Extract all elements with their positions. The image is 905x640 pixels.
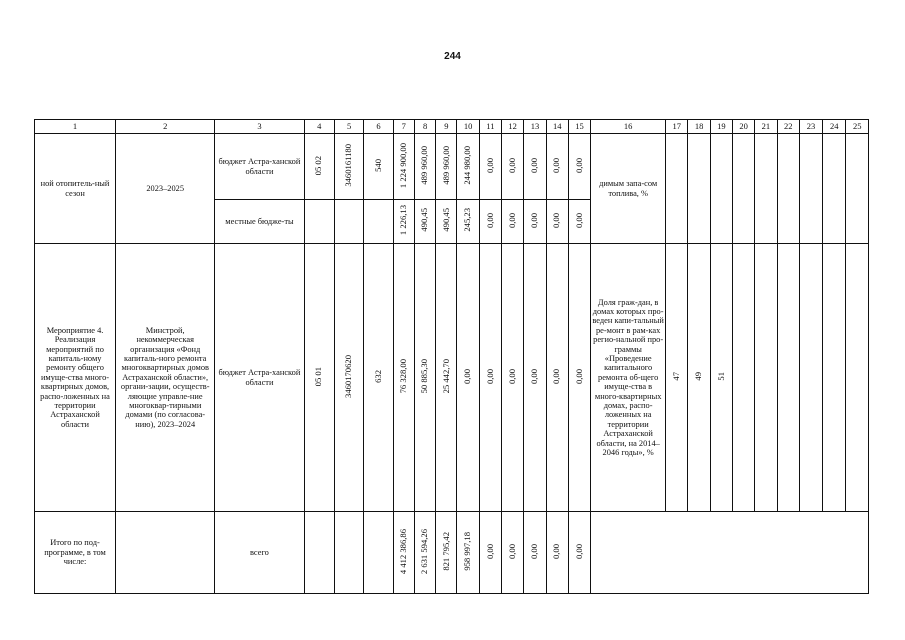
cell-value: 2 631 594,26	[419, 528, 430, 574]
cell-value: 0,00	[551, 368, 562, 384]
empty-cell	[666, 134, 688, 244]
funding-source: бюджет Астра-ханской области	[215, 244, 304, 512]
cell-value: 0,00	[529, 157, 540, 173]
cell-value: 0,00	[551, 212, 562, 228]
cell-value: 0,00	[462, 368, 473, 384]
col-header: 17	[666, 120, 688, 134]
empty-cell	[688, 134, 710, 244]
table-row	[35, 512, 869, 594]
cell-value: 0,00	[484, 543, 495, 559]
measure-name: Мероприятие 4. Реализация мероприятий по капиталь-ному ремонту общего имуще-ства много-квартирных домов, распо-ложенных на территории Астраханской области	[35, 244, 116, 512]
col-header: 24	[823, 120, 846, 134]
empty-cell	[364, 200, 393, 244]
cell-value: 49	[693, 372, 704, 381]
cell-value: 632	[372, 369, 383, 383]
empty-cell	[823, 244, 846, 512]
table-row	[35, 134, 869, 200]
cell-value: 958 997,18	[462, 531, 473, 571]
empty-cell	[710, 134, 732, 244]
empty-cell	[755, 134, 777, 244]
col-header: 16	[591, 120, 666, 134]
empty-cell	[304, 200, 334, 244]
empty-cell	[364, 512, 393, 594]
cell-value: 0,00	[573, 368, 584, 384]
empty-cell	[732, 244, 754, 512]
cell-value: 1 224 900,00	[397, 142, 408, 188]
col-header: 19	[710, 120, 732, 134]
cell-value: 489 960,00	[440, 145, 451, 185]
cell-value: 0,00	[573, 543, 584, 559]
col-header: 2	[116, 120, 215, 134]
col-header: 21	[755, 120, 777, 134]
cell-value: 0,00	[484, 157, 495, 173]
cell-value: 3460161180	[343, 143, 354, 187]
col-header: 25	[846, 120, 869, 134]
cell-value: 490,45	[440, 208, 451, 233]
empty-cell	[304, 512, 334, 594]
cell-value: 05 01	[313, 366, 324, 386]
cell-value: 0,00	[573, 212, 584, 228]
cell-value: 244 980,00	[462, 145, 473, 185]
col-header: 10	[457, 120, 479, 134]
measure-name: ной отопитель-ный сезон	[35, 134, 116, 244]
funding-source: всего	[215, 512, 304, 594]
cell-value: 540	[372, 158, 383, 172]
cell-value: 821 795,42	[440, 531, 451, 571]
col-header: 7	[393, 120, 414, 134]
empty-cell	[777, 134, 799, 244]
responsible-executor: Минстрой, некоммерческая организация «Фонд капиталь-ного ремонта многоквартирных домов Астраханской области», органи-зации, осуществ-ляющие управле-ние многоквар-тирными домами (по согласова-нию), 2023–2024	[116, 244, 215, 512]
cell-value: 25 442,70	[440, 359, 451, 394]
col-header: 23	[799, 120, 822, 134]
col-header: 6	[364, 120, 393, 134]
table-row	[35, 244, 869, 512]
col-header: 20	[732, 120, 754, 134]
col-header: 8	[414, 120, 435, 134]
col-header: 22	[777, 120, 799, 134]
empty-cell	[799, 134, 822, 244]
col-header: 13	[524, 120, 546, 134]
total-label: Итого по под-программе, в том числе:	[35, 512, 116, 594]
col-header: 11	[479, 120, 501, 134]
cell-value: 0,00	[506, 368, 517, 384]
col-header: 9	[436, 120, 457, 134]
col-header: 12	[502, 120, 524, 134]
cell-value: 50 885,30	[419, 359, 430, 394]
empty-cell	[334, 512, 363, 594]
indicator-name: димым запа-сом топлива, %	[591, 134, 666, 244]
page-number: 244	[444, 51, 461, 62]
cell-value: 0,00	[506, 157, 517, 173]
col-header: 18	[688, 120, 710, 134]
cell-value: 1 226,13	[397, 205, 408, 236]
cell-value: 490,45	[419, 208, 430, 233]
empty-cell	[116, 512, 215, 594]
cell-value: 0,00	[506, 543, 517, 559]
funding-source: местные бюдже-ты	[215, 200, 304, 244]
col-header: 5	[334, 120, 363, 134]
funding-source: бюджет Астра-ханской области	[215, 134, 304, 200]
cell-value: 245,23	[462, 208, 473, 233]
empty-cell	[846, 244, 869, 512]
cell-value: 0,00	[484, 368, 495, 384]
empty-cell	[777, 244, 799, 512]
cell-value: 0,00	[551, 157, 562, 173]
cell-value: 76 328,00	[397, 359, 408, 394]
empty-cell	[755, 244, 777, 512]
indicator-name: Доля граж-дан, в домах которых про-веден капи-тальный ре-монт в рам-ках регио-нальной про-граммы «Проведение капитального ремонта об-щего имуще-ства в много-квартирных домах, распо-ложенных на территории Астраханской области, на 2014–2046 годы», %	[591, 244, 666, 512]
cell-value: 3460170620	[343, 354, 354, 398]
cell-value: 51	[715, 372, 726, 381]
empty-cell	[823, 134, 846, 244]
cell-value: 0,00	[573, 157, 584, 173]
col-header: 14	[546, 120, 568, 134]
col-header: 3	[215, 120, 304, 134]
cell-value: 0,00	[529, 212, 540, 228]
responsible-executor: 2023–2025	[116, 134, 215, 244]
col-header: 4	[304, 120, 334, 134]
cell-value: 4 412 386,86	[397, 528, 408, 574]
empty-cell	[799, 244, 822, 512]
cell-value: 0,00	[529, 543, 540, 559]
cell-value: 0,00	[551, 543, 562, 559]
cell-value: 489 960,00	[419, 145, 430, 185]
cell-value: 0,00	[484, 212, 495, 228]
empty-cell	[732, 134, 754, 244]
header-row	[35, 120, 869, 134]
cell-value: 47	[670, 372, 681, 381]
cell-value: 05 02	[313, 155, 324, 175]
cell-value: 0,00	[529, 368, 540, 384]
empty-merged-cell	[591, 512, 869, 594]
cell-value: 0,00	[506, 212, 517, 228]
col-header: 1	[35, 120, 116, 134]
empty-cell	[334, 200, 363, 244]
empty-cell	[846, 134, 869, 244]
col-header: 15	[568, 120, 590, 134]
budget-table	[34, 119, 869, 594]
